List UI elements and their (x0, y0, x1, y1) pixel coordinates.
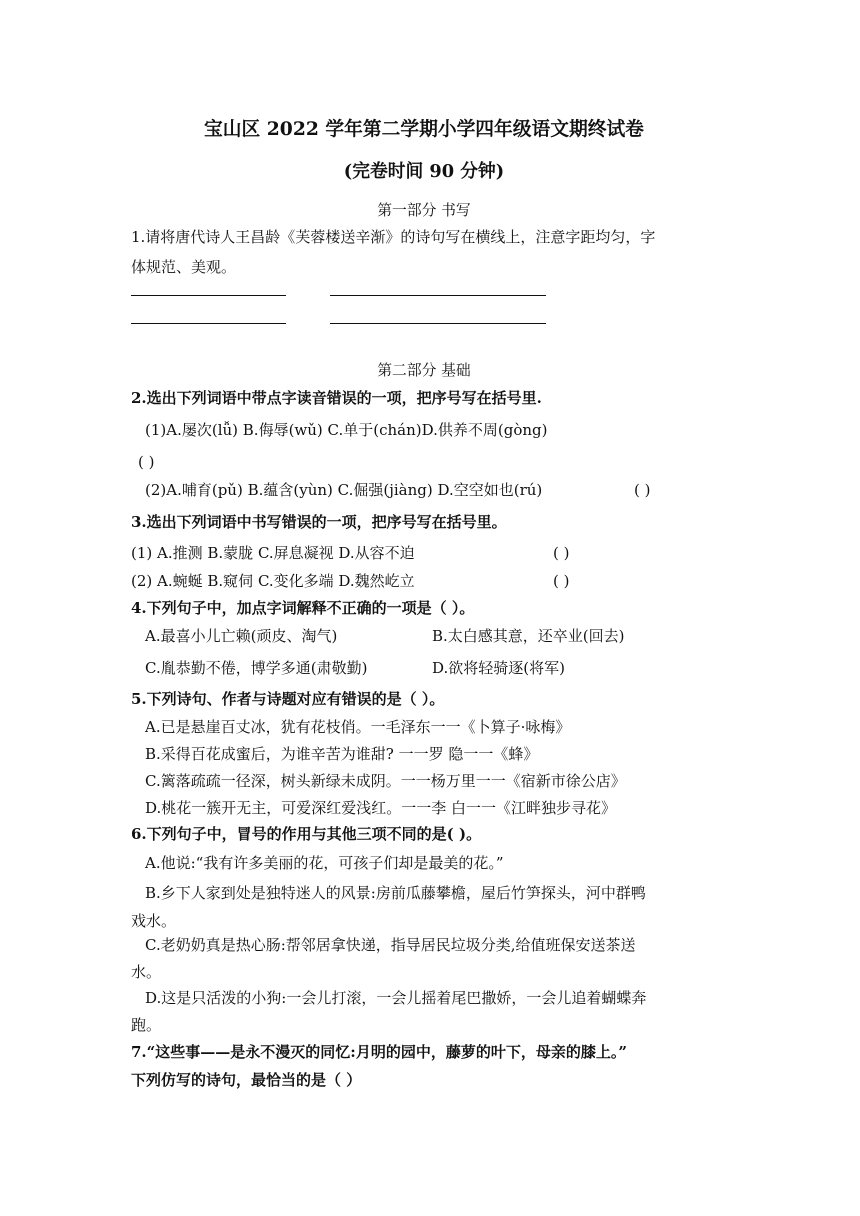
q4-option-c: C.胤恭勤不倦，博学多通(肃敬勤) (145, 659, 368, 677)
q2-answer-blank-1[interactable]: ( ) (138, 453, 155, 471)
q6-option-b-line1: B.乡下人家到处是独特迷人的风景:房前瓜藤攀檐，屋后竹笋探头，河中群鸭 (145, 884, 646, 902)
exam-title: 宝山区 2022 学年第二学期小学四年级语文期终试卷 (204, 118, 644, 140)
q3-answer-blank-2[interactable]: ( ) (553, 572, 570, 590)
q5-option-d: D.桃花一簇开无主，可爱深红爱浅红。一一李 白一一《江畔独步寻花》 (145, 799, 617, 817)
q6-option-d-line2: 跑。 (131, 1016, 162, 1034)
q4-option-a: A.最喜小儿亡赖(顽皮、淘气) (145, 627, 338, 645)
writing-line[interactable] (330, 295, 546, 296)
q6-option-c-line1: C.老奶奶真是热心肠:帮邻居拿快递，指导居民垃圾分类,给值班保安送茶送 (145, 936, 636, 954)
q2-line2: (2)A.哺育(pǔ) B.蕴含(yùn) C.倔强(jiàng) D.空空如也(rú) (145, 481, 543, 499)
q7-stem-line1: 7.“这些事——是永不漫灭的同忆:月明的园中，藤萝的叶下，母亲的膝上。” (131, 1043, 627, 1061)
q4-option-b: B.太白感其意，还卒业(回去) (432, 627, 625, 645)
writing-line[interactable] (330, 323, 546, 324)
writing-line[interactable] (131, 295, 286, 296)
q6-option-c-line2: 水。 (131, 963, 162, 981)
q6-option-d-line1: D.这是只活泼的小狗:一会儿打滚，一会儿摇着尾巴撒娇，一会儿追着蝴蝶奔 (145, 989, 647, 1007)
q5-option-a: A.已是悬崖百丈冰，犹有花枝俏。一毛泽东一一《卜算子·咏梅》 (145, 718, 571, 736)
q2-line1: (1)A.屡次(lǚ) B.侮辱(wǔ) C.单于(chán)D.供养不周(gòng) (145, 421, 548, 439)
q7-stem-line2: 下列仿写的诗句，最恰当的是（ ） (131, 1071, 362, 1089)
part2-heading: 第二部分 基础 (377, 361, 471, 379)
part1-heading: 第一部分 书写 (377, 201, 471, 219)
q4-stem: 4.下列句子中，加点字词解释不正确的一项是（ ）。 (131, 599, 475, 617)
q5-stem: 5.下列诗句、作者与诗题对应有错误的是（ ）。 (131, 690, 445, 708)
q3-answer-blank-1[interactable]: ( ) (553, 544, 570, 562)
q6-option-a: A.他说:“我有许多美丽的花，可孩子们却是最美的花。” (145, 854, 504, 872)
q6-option-b-line2: 戏水。 (131, 912, 177, 930)
q6-stem: 6.下列句子中，冒号的作用与其他三项不同的是( )。 (131, 825, 482, 843)
q3-line1: (1) A.推测 B.蒙胧 C.屏息凝视 D.从容不迫 (131, 544, 415, 562)
q2-answer-blank-2[interactable]: ( ) (634, 481, 651, 499)
writing-line[interactable] (131, 323, 286, 324)
q3-stem: 3.选出下列词语中书写错误的一项，把序号写在括号里。 (131, 513, 507, 531)
q1-text-line1: 1.请将唐代诗人王昌龄《芙蓉楼送辛渐》的诗句写在横线上，注意字距均匀，字 (131, 228, 656, 246)
q5-option-b: B.采得百花成蜜后，为谁辛苦为谁甜? 一一罗 隐一一《蜂》 (145, 745, 539, 763)
q1-text-line2: 体规范、美观。 (131, 258, 237, 276)
exam-duration: (完卷时间 90 分钟) (343, 161, 505, 182)
q2-stem: 2.选出下列词语中带点字读音错误的一项，把序号写在括号里. (131, 389, 542, 407)
q5-option-c: C.篱落疏疏一径深，树头新绿未成阴。一一杨万里一一《宿新市徐公店》 (145, 772, 626, 790)
q3-line2: (2) A.蜿蜒 B.窥伺 C.变化多端 D.魏然屹立 (131, 572, 415, 590)
q4-option-d: D.欲将轻骑逐(将军) (432, 659, 565, 677)
